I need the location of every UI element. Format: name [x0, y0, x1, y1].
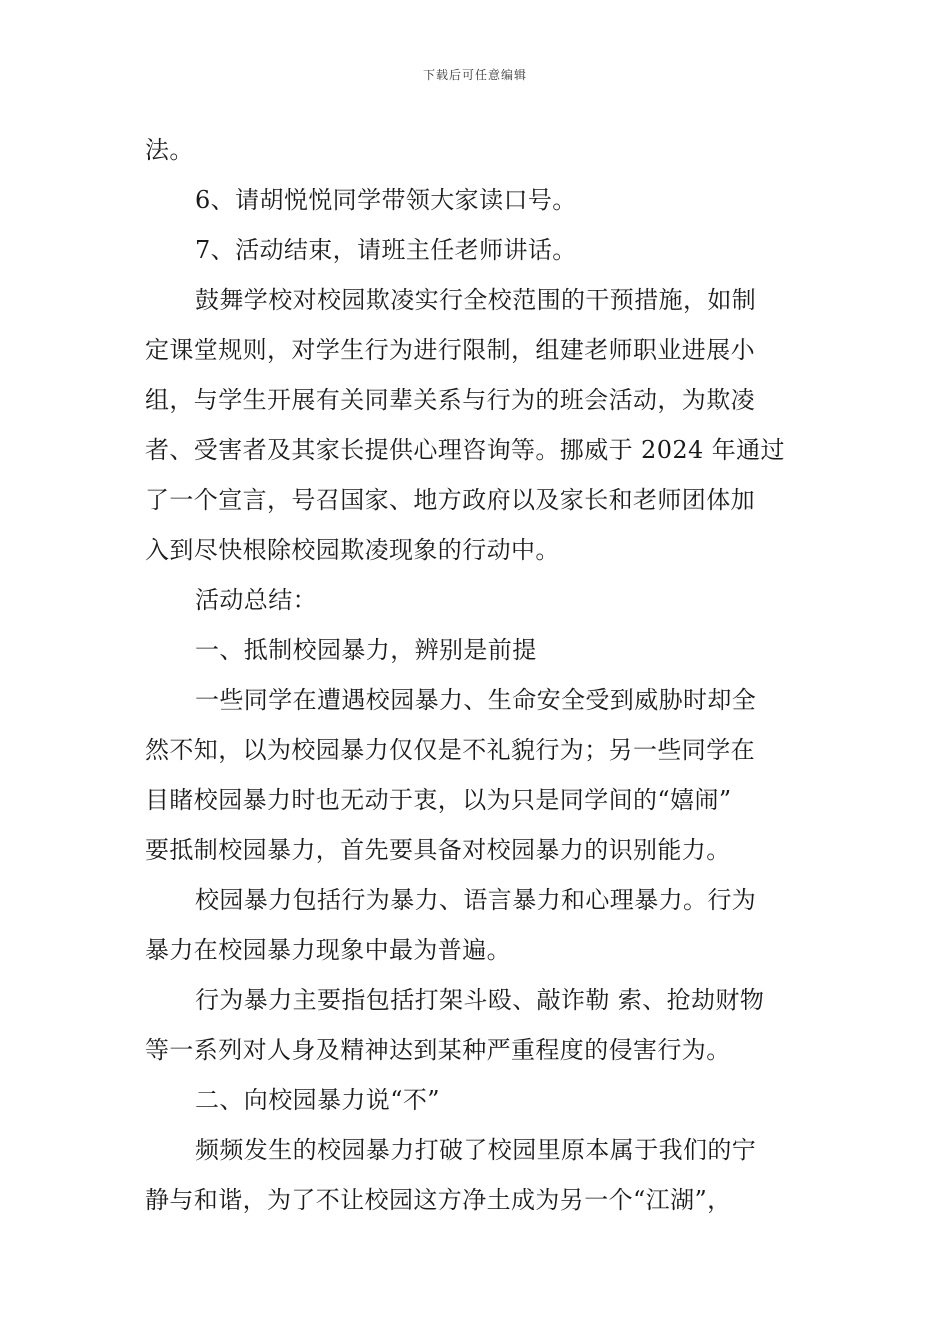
text-line: 了一个宣言，号召国家、地方政府以及家长和老师团体加: [145, 486, 755, 514]
text-line: 然不知，以为校园暴力仅仅是不礼貌行为；另一些同学在: [145, 736, 755, 764]
text-line: 7、活动结束，请班主任老师讲话。: [195, 236, 577, 264]
text-line: 者、受害者及其家长提供心理咨询等。挪威于 2024 年通过: [145, 436, 785, 464]
text-line: 入到尽快根除校园欺凌现象的行动中。: [145, 536, 560, 564]
text-line: 一些同学在遭遇校园暴力、生命安全受到威胁时却全: [195, 686, 757, 714]
text-line: 校园暴力包括行为暴力、语言暴力和心理暴力。行为: [195, 886, 757, 914]
text-line: 等一系列对人身及精神达到某种严重程度的侵害行为。: [145, 1036, 731, 1064]
section-heading: 一、抵制校园暴力，辨别是前提: [195, 636, 537, 664]
text-line: 暴力在校园暴力现象中最为普遍。: [145, 936, 511, 964]
section-heading: 活动总结：: [195, 586, 317, 614]
text-line: 静与和谐，为了不让校园这方净土成为另一个“江湖”，: [145, 1186, 732, 1214]
page-header: 下载后可任意编辑: [422, 68, 527, 82]
section-heading: 二、向校园暴力说“不”: [195, 1086, 440, 1114]
text-line: 定课堂规则，对学生行为进行限制，组建老师职业进展小: [145, 336, 755, 364]
document-body: [145, 125, 807, 1225]
text-line: 鼓舞学校对校园欺凌实行全校范围的干预措施，如制: [195, 286, 757, 314]
text-line: 频频发生的校园暴力打破了校园里原本属于我们的宁: [195, 1136, 757, 1164]
text-line: 6、请胡悦悦同学带领大家读口号。: [195, 186, 577, 214]
text-line: 法。: [145, 136, 194, 164]
text-line: 组，与学生开展有关同辈关系与行为的班会活动，为欺凌: [145, 386, 755, 414]
text-line: 要抵制校园暴力，首先要具备对校园暴力的识别能力。: [145, 836, 731, 864]
text-line: 行为暴力主要指包括打架斗殴、敲诈勒 索、抢劫财物: [195, 986, 765, 1014]
text-line: 目睹校园暴力时也无动于衷，以为只是同学间的“嬉闹”: [145, 786, 732, 814]
